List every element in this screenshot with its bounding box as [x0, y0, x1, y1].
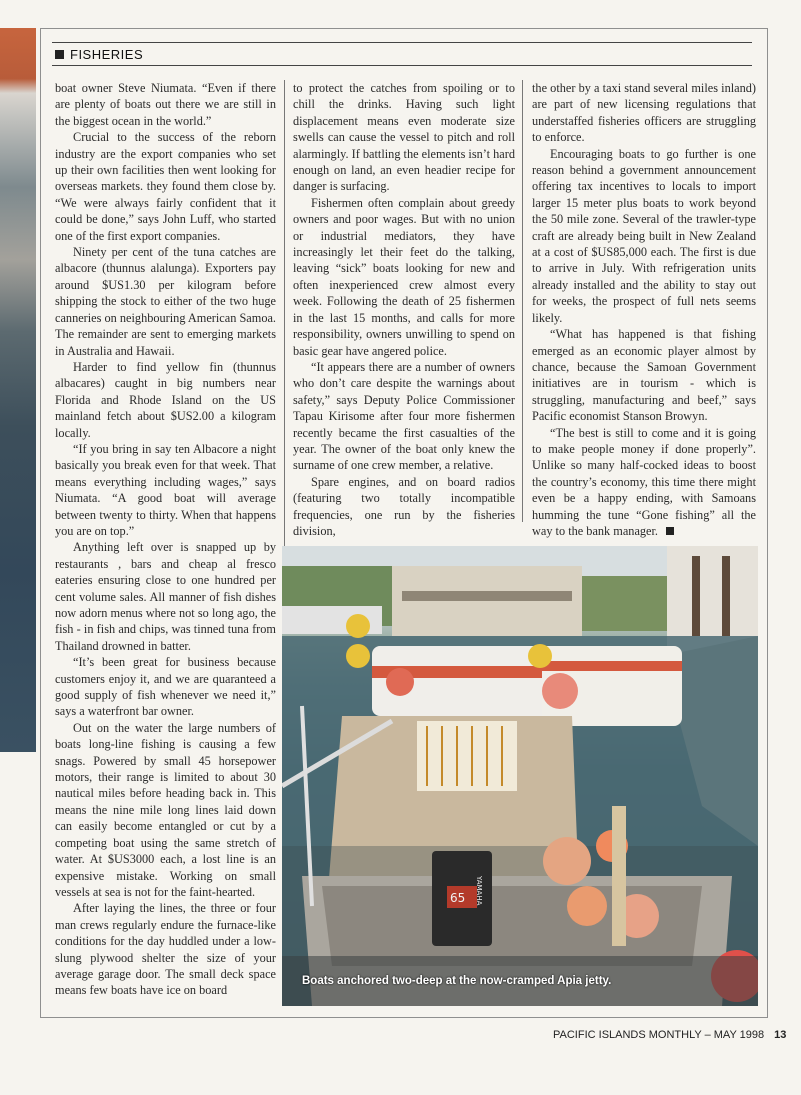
section-bullet-icon	[55, 50, 64, 59]
section-title: FISHERIES	[70, 46, 144, 62]
section-header	[52, 42, 752, 66]
adjacent-page-photo-strip	[0, 28, 36, 752]
paragraph: “It appears there are a number of owners who don’t care despite the warnings about safety,” says Deputy Police Commissioner Tapau Kirisome after four more fishermen recently became the first casualties of the year. The owner of the boat only knew the surname of one crew member, a relative.	[293, 359, 515, 473]
paragraph: “It’s been great for business because customers enjoy it, and we are quaranteed a good supply of fish whenever we need it,” says a waterfront bar owner.	[55, 655, 276, 719]
outboard-brand-label: YAMAHA	[475, 876, 483, 906]
jetty-boats-photo	[282, 546, 758, 1006]
page-number: 13	[774, 1029, 787, 1041]
paragraph: Encouraging boats to go further is one reason behind a government announcement offering tax incentives to locals to import larger 15 meter plus boats to work beyond the 50 mile zone. Several of the trawler-type craft are already being built in New Zealand at a cost of $US85,000 each. The first is due to arrive in July. With refrigeration units already installed and the ability to stay out for weeks, the prospect of full nets seems likely.	[532, 146, 756, 325]
outboard-hp-label: 65	[450, 891, 466, 905]
paragraph: boat owner Steve Niumata. “Even if there are plenty of boats out there we are still in the biggest ocean in the world.”	[55, 81, 276, 128]
photo-caption: Boats anchored two-deep at the now-cramped Apia jetty.	[302, 975, 612, 987]
article-column-2	[293, 80, 515, 538]
paragraph	[532, 425, 756, 540]
paragraph: Crucial to the success of the reborn industry are the export companies who set up their own facilities then went looking for overseas markets. they found them close by. “We were always fairly confident that it could be done,” says John Luff, who started one of the first export companies.	[55, 130, 276, 243]
end-of-article-icon	[666, 527, 674, 535]
paragraph: “If you bring in say ten Albacore a night basically you break even for that week. That means everything including wages,” says Niumata. “A good boat will average between twenty to thirty. When that happens you are on top.”	[55, 441, 276, 538]
article-column-3	[532, 80, 756, 538]
page-footer	[553, 1029, 786, 1041]
paragraph: Spare engines, and on board radios (featuring two totally incompatible frequencies, one run by the fisheries division,	[293, 474, 515, 538]
publication-credit: PACIFIC ISLANDS MONTHLY – MAY 1998	[553, 1029, 765, 1041]
paragraph-text: “The best is still to come and it is going to make people money if done properly”. Unlike so many half-cocked ideas to boost the country’s economy, this time there might even be a happy ending, with Samoans humming the tune “Gone fishing” all the way to the bank manager.	[532, 425, 756, 538]
paragraph: Anything left over is snapped up by restaurants , bars and cheap al fresco eateries ensuring close to one hundred per cent volume sales. All manner of fish dishes now adorn menus where not so long ago, the fish - in fish and chips, was tinned tuna from Thailand drowned in batter.	[55, 540, 276, 653]
paragraph: Fishermen often complain about greedy owners and poor wages. But with no union or industrial mediators, they have increasingly let their feet do the talking, leaving “sick” boats looking for new and often inexperienced crew almost every week. Following the death of 25 fishermen in the last 15 months, and calls for more responsibility, owners unwilling to spend on basic gear have angered police.	[293, 195, 515, 358]
paragraph: Out on the water the large numbers of boats long-line fishing is causing a few snags. Powered by small 45 horsepower motors, their range is limited to about 30 nautical miles before heading back in. This means the nine mile long lines laid down can easily become entangled or cut by a competing boat using the same stretch of water. At $US3000 each, a lost line is an expensive mistake. Working on small vessels at sea is not for the faint-hearted.	[55, 720, 276, 899]
paragraph: “What has happened is that fishing emerged as an economic player almost by chance, because the Samoan Government initiatives are in tourism - which is struggling, manufacturing and beef,” says Pacific economist Stanson Browyn.	[532, 327, 756, 424]
paragraph: to protect the catches from spoiling or to chill the drinks. Having such light displacement means even moderate size swells can cause the vessel to pitch and roll alarmingly. If battling the elements isn’t hard enough on land, an even headier recipe for danger is surfacing.	[293, 81, 515, 194]
column-divider	[522, 80, 523, 522]
photo-illustration	[282, 546, 758, 1006]
paragraph: Ninety per cent of the tuna catches are albacore (thunnus alalunga). Exporters pay around $US1.30 per kilogram before shipping the stock to either of the two huge canneries on neighbouring American Samoa. The remainder are sent to emerging markets in Australia and Hawaii.	[55, 245, 276, 358]
paragraph: Harder to find yellow fin (thunnus albacares) caught in big numbers near Florida and Rhode Island on the US mainland fetch about $US2.00 a kilogram locally.	[55, 359, 276, 440]
paragraph: the other by a taxi stand several miles inland) are part of new licensing regulations that understaffed fisheries officers are struggling to enforce.	[532, 81, 756, 145]
paragraph: After laying the lines, the three or four man crews regularly endure the furnace-like conditions for the day huddled under a low-slung plywood shelter the size of your average garage door. The small deck space means few boats have ice on board	[55, 901, 276, 998]
article-column-1	[55, 80, 276, 1000]
